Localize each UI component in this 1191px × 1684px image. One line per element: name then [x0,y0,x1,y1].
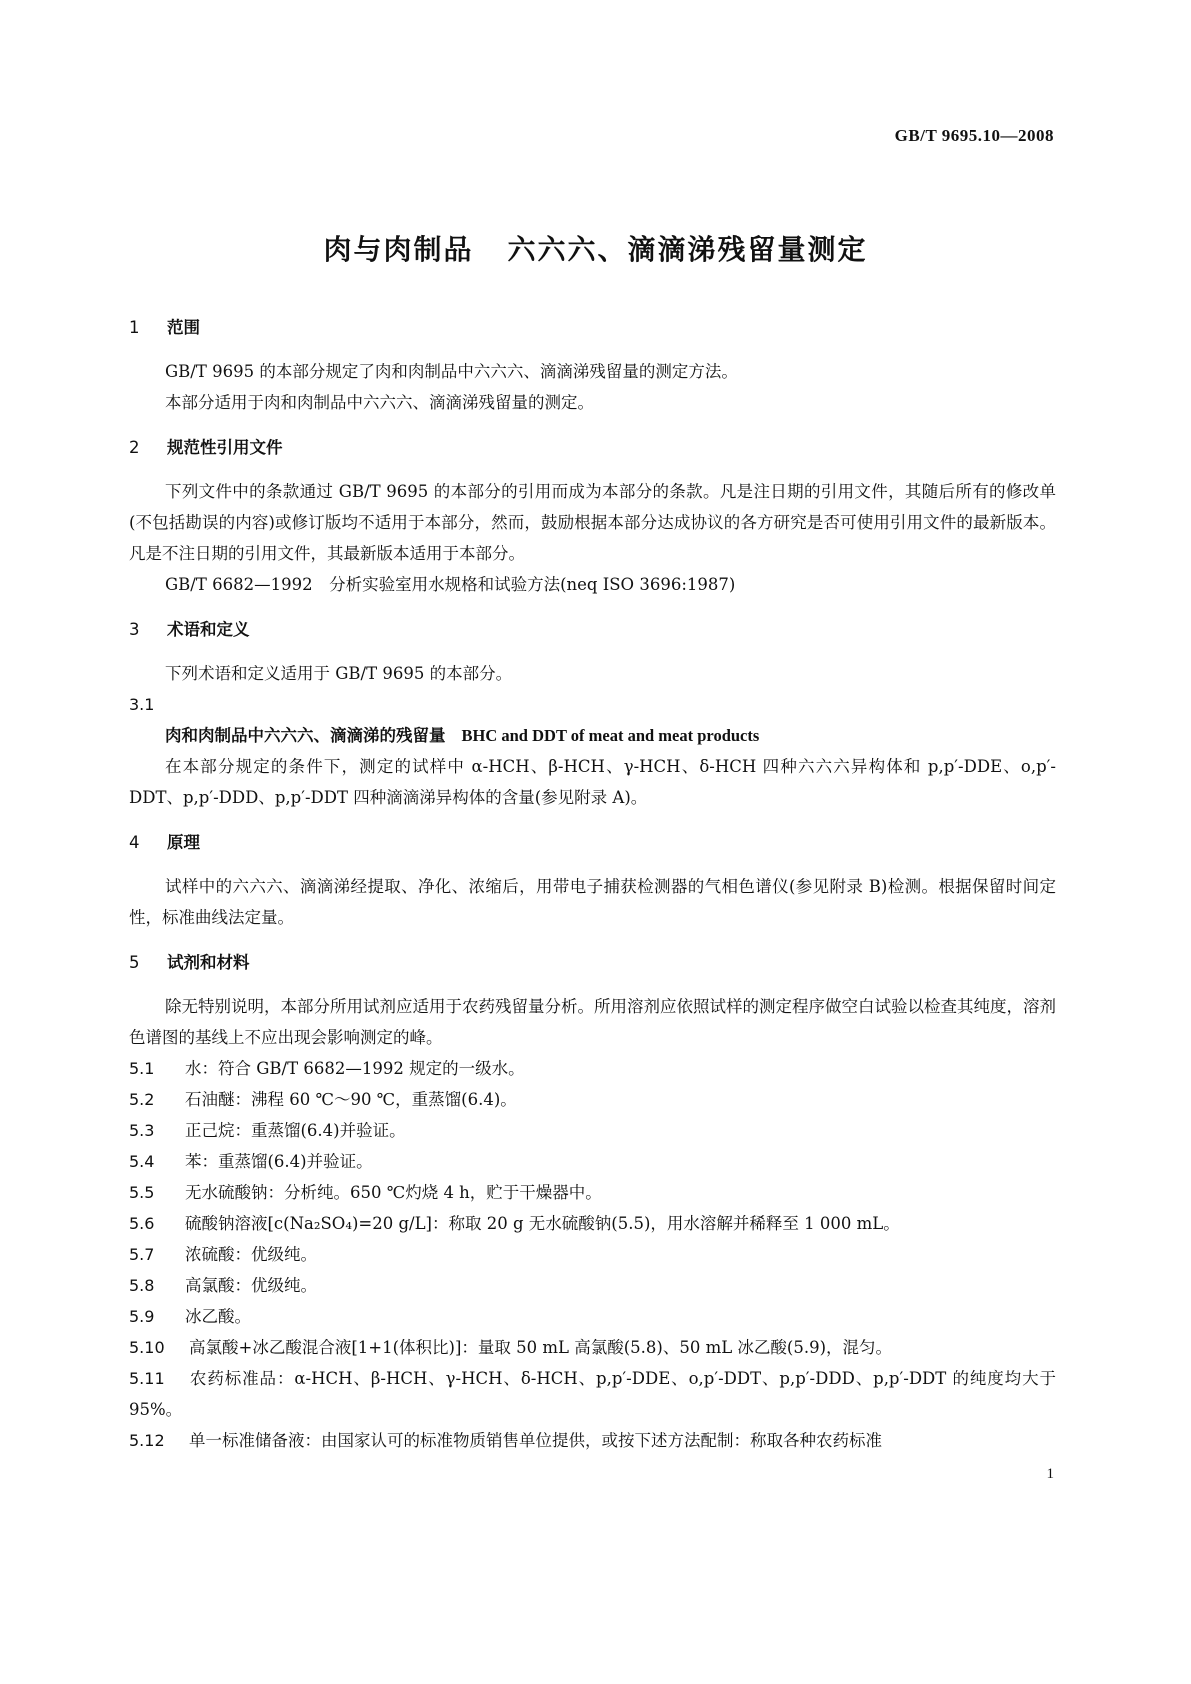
standard-code: GB/T 9695.10—2008 [894,126,1054,145]
item-text: 硫酸钠溶液[c(Na₂SO₄)=20 g/L]：称取 20 g 无水硫酸钠(5.5)，用水溶解并稀释至 1 000 mL。 [185,1214,900,1233]
section-4-heading [129,827,1056,859]
term-chinese: 肉和肉制品中六六六、滴滴涕的残留量 [165,726,446,745]
section-3-paragraph-1: 下列术语和定义适用于 GB/T 9695 的本部分。 [165,664,513,683]
item-number: 5.7 [129,1245,155,1264]
item-text: 无水硫酸钠：分析纯。650 ℃灼烧 4 h，贮于干燥器中。 [185,1183,602,1202]
term-definition: 在本部分规定的条件下，测定的试样中 α-HCH、β-HCH、γ-HCH、δ-HCH 四种六六六异构体和 p,p′-DDE、o,p′-DDT、p,p′-DDD、p,p′-DDT 四种滴滴涕异构体的含量(参见附录 A)。 [129,757,1056,807]
section-3-heading [129,614,1056,646]
term-entry [129,720,1056,751]
section-4-paragraph-1: 试样中的六六六、滴滴涕经提取、净化、浓缩后，用带电子捕获检测器的气相色谱仪(参见附录 B)检测。根据保留时间定性，标准曲线法定量。 [129,877,1056,927]
item-number: 5.6 [129,1214,155,1233]
section-1-heading [129,312,1056,344]
item-number: 5.8 [129,1276,155,1295]
list-item [129,1208,1056,1239]
document-body [129,312,1056,1456]
section-number: 4 [129,833,140,852]
list-item [129,1301,1056,1332]
list-item [129,1177,1056,1208]
section-title: 试剂和材料 [167,953,250,972]
item-text: 正己烷：重蒸馏(6.4)并验证。 [185,1121,406,1140]
item-number: 5.2 [129,1090,155,1109]
item-number: 5.5 [129,1183,155,1202]
item-number: 5.3 [129,1121,155,1140]
normative-reference: GB/T 6682—1992 分析实验室用水规格和试验方法(neq ISO 3696:1987) [165,575,736,594]
item-number: 5.12 [129,1431,165,1450]
list-item [129,1239,1056,1270]
page-number: 1 [1046,1466,1054,1482]
section-title: 规范性引用文件 [167,438,283,457]
section-1-paragraph-1: GB/T 9695 的本部分规定了肉和肉制品中六六六、滴滴涕残留量的测定方法。 [165,362,738,381]
list-item [129,1332,1056,1363]
item-text: 石油醚：沸程 60 ℃～90 ℃，重蒸馏(6.4)。 [185,1090,517,1109]
section-number: 3 [129,620,140,639]
list-item [129,1053,1056,1084]
list-item [129,1270,1056,1301]
section-2-paragraph-1: 下列文件中的条款通过 GB/T 9695 的本部分的引用而成为本部分的条款。凡是注日期的引用文件，其随后所有的修改单(不包括勘误的内容)或修订版均不适用于本部分，然而，鼓励根据本部分达成协议的各方研究是否可使用引用文件的最新版本。凡是不注日期的引用文件，其最新版本适用于本部分。 [129,482,1056,563]
section-1-paragraph-2: 本部分适用于肉和肉制品中六六六、滴滴涕残留量的测定。 [165,393,594,412]
item-text: 高氯酸：优级纯。 [185,1276,317,1295]
item-number: 5.1 [129,1059,155,1078]
title-part-2: 六六六、滴滴涕残留量测定 [507,233,868,266]
item-text: 单一标准储备液：由国家认可的标准物质销售单位提供，或按下述方法配制：称取各种农药标准 [189,1431,882,1450]
list-item [129,1115,1056,1146]
list-item [129,1425,1056,1456]
document-title [0,228,1191,268]
item-text: 水：符合 GB/T 6682—1992 规定的一级水。 [185,1059,525,1078]
section-number: 1 [129,318,140,337]
term-number: 3.1 [129,695,155,714]
item-number: 5.11 [129,1369,165,1388]
item-text: 苯：重蒸馏(6.4)并验证。 [185,1152,373,1171]
section-number: 2 [129,438,140,457]
section-title: 原理 [167,833,200,852]
item-text: 冰乙酸。 [185,1307,251,1326]
item-number: 5.9 [129,1307,155,1326]
section-5-heading [129,947,1056,979]
list-item [129,1363,1056,1425]
item-number: 5.4 [129,1152,155,1171]
item-text: 农药标准品：α-HCH、β-HCH、γ-HCH、δ-HCH、p,p′-DDE、o,p′-DDT、p,p′-DDD、p,p′-DDT 的纯度均大于 95%。 [129,1369,1056,1419]
section-2-heading [129,432,1056,464]
item-text: 高氯酸+冰乙酸混合液[1+1(体积比)]：量取 50 mL 高氯酸(5.8)、50 mL 冰乙酸(5.9)，混匀。 [189,1338,893,1357]
list-item [129,1084,1056,1115]
item-text: 浓硫酸：优级纯。 [185,1245,317,1264]
section-5-paragraph-1: 除无特别说明，本部分所用试剂应适用于农药残留量分析。所用溶剂应依照试样的测定程序做空白试验以检查其纯度，溶剂色谱图的基线上不应出现会影响测定的峰。 [129,997,1056,1047]
term-english: BHC and DDT of meat and meat products [461,726,760,745]
list-item [129,1146,1056,1177]
item-number: 5.10 [129,1338,165,1357]
section-number: 5 [129,953,140,972]
section-title: 范围 [167,318,200,337]
section-title: 术语和定义 [167,620,250,639]
title-part-1: 肉与肉制品 [323,233,474,266]
